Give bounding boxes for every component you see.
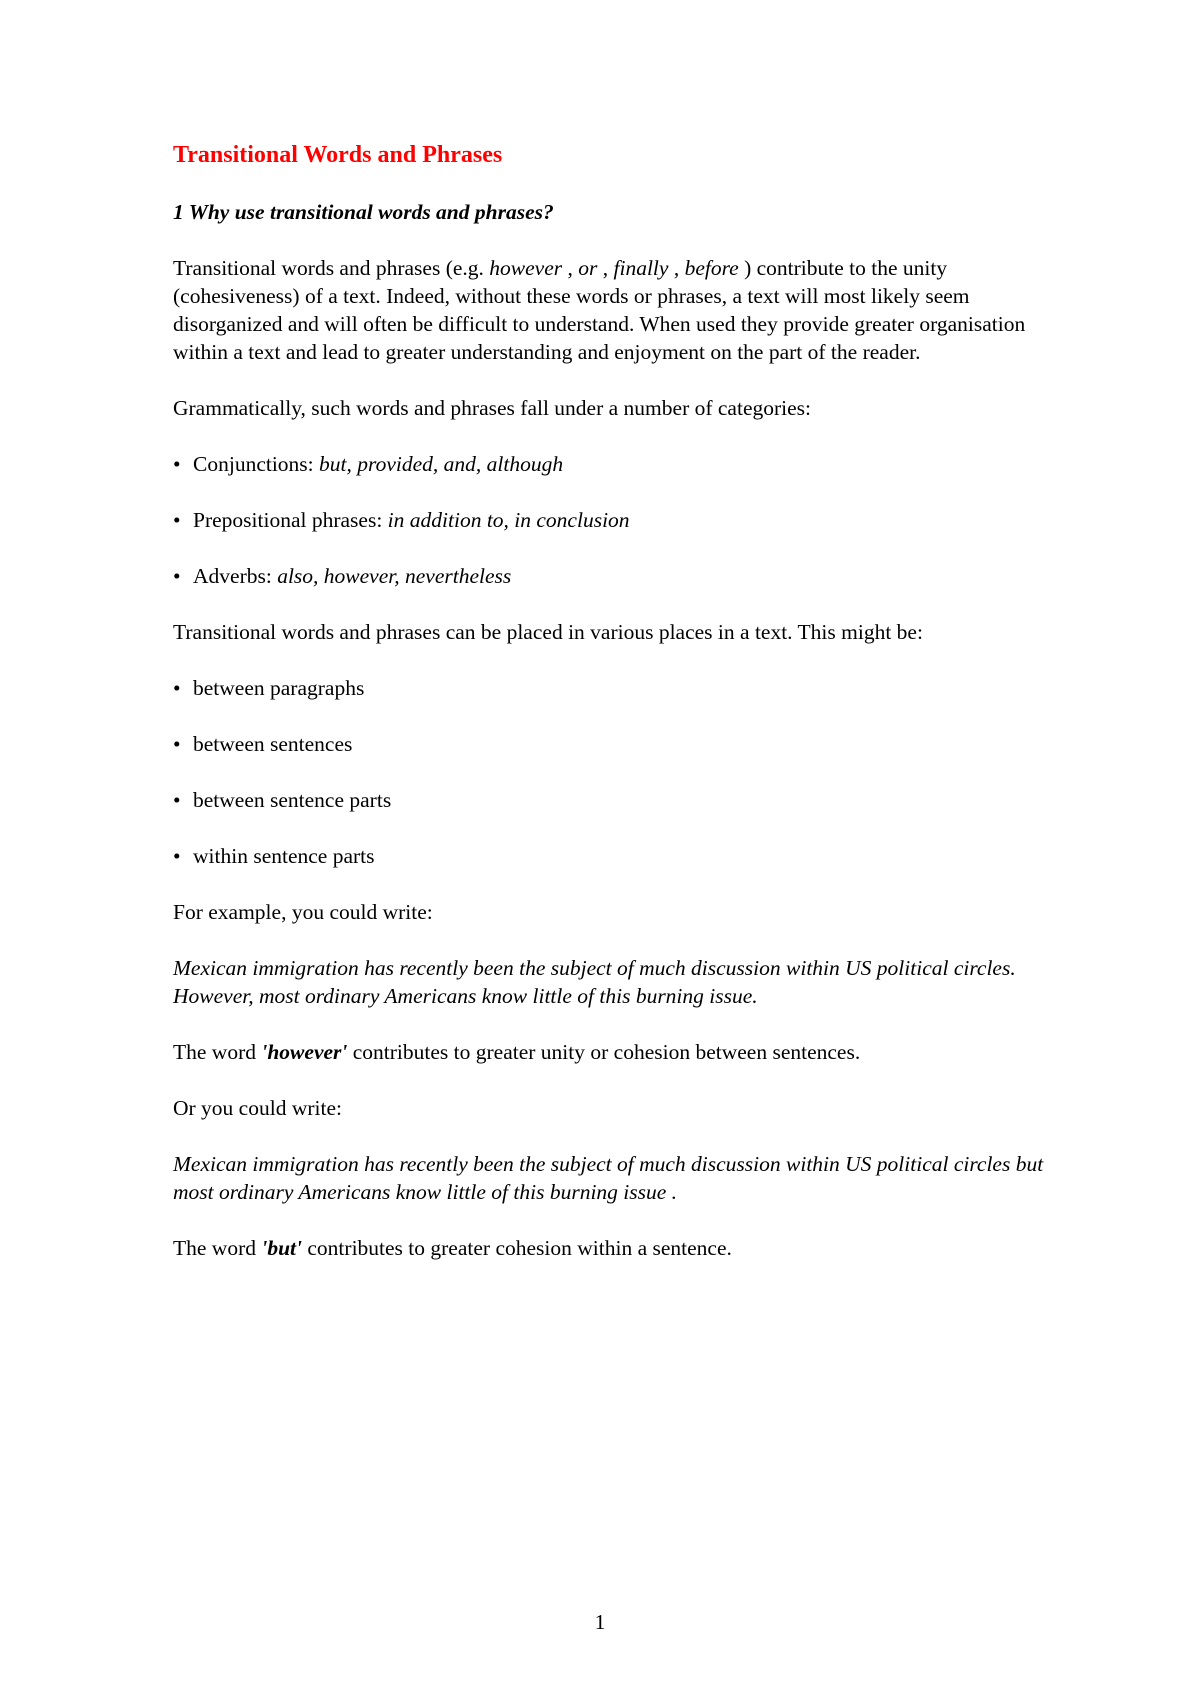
or-intro: Or you could write: <box>173 1096 342 1120</box>
category-label: Conjunctions: <box>193 452 320 476</box>
category-label: Prepositional phrases: <box>193 508 388 532</box>
list-item-placement <box>173 730 1053 758</box>
explanation-text: contributes to greater cohesion within a sentence. <box>302 1236 732 1260</box>
highlighted-word: 'but' <box>261 1236 303 1260</box>
bullet-icon: • <box>173 732 181 756</box>
list-item-placement <box>173 786 1053 814</box>
example-word-however: however <box>489 256 563 280</box>
bullet-icon: • <box>173 844 181 868</box>
intro-paragraph <box>173 254 1053 366</box>
list-item-conjunctions <box>173 450 1053 478</box>
category-examples: in addition to, in conclusion <box>387 508 630 532</box>
bullet-icon: • <box>173 676 181 700</box>
highlighted-word: 'however' <box>261 1040 348 1064</box>
explanation-text: The word <box>173 1236 262 1260</box>
placement-text: between sentence parts <box>193 788 392 812</box>
intro-text-start: Transitional words and phrases (e.g. <box>173 256 490 280</box>
example-sentence-1: Mexican immigration has recently been the subject of much discussion within US political circles. However, most ordinary Americans know little of this burning issue. <box>173 956 1016 1008</box>
bullet-icon: • <box>173 508 181 532</box>
bullet-icon: • <box>173 564 181 588</box>
placement-text: between sentences <box>193 732 353 756</box>
bullet-icon: • <box>173 788 181 812</box>
list-item-placement <box>173 674 1053 702</box>
section-heading: 1 Why use transitional words and phrases? <box>173 200 554 224</box>
example-word-or: or <box>578 256 598 280</box>
bullet-icon: • <box>173 452 181 476</box>
list-item-placement <box>173 842 1053 870</box>
explanation-text: contributes to greater unity or cohesion between sentences. <box>347 1040 861 1064</box>
placement-text: within sentence parts <box>193 844 375 868</box>
explanation-1 <box>173 1038 1053 1066</box>
example-sentence-2: Mexican immigration has recently been the subject of much discussion within US political circles but most ordinary Americans know little of this burning issue . <box>173 1152 1044 1204</box>
example-intro: For example, you could write: <box>173 900 433 924</box>
explanation-text: The word <box>173 1040 262 1064</box>
category-examples: but, provided, and, although <box>319 452 564 476</box>
intro-text-end: ) contribute to the unity (cohesiveness) of a text. Indeed, without these words or phrases, a text will most likely seem disorganized and will often be difficult to understand. When used they provide greater organisation within a text and lead to greater understanding and enjoyment on the part of the reader. <box>173 256 1026 364</box>
category-label: Adverbs: <box>193 564 278 588</box>
page-title: Transitional Words and Phrases <box>173 142 503 168</box>
example-word-finally: finally <box>613 256 669 280</box>
separator: , <box>668 256 685 280</box>
placement-text: between paragraphs <box>193 676 365 700</box>
list-item-prepositional-phrases <box>173 506 1053 534</box>
list-item-adverbs <box>173 562 1053 590</box>
placement-intro: Transitional words and phrases can be placed in various places in a text. This might be: <box>173 620 923 644</box>
page-number: 1 <box>594 1610 606 1634</box>
example-word-before: before <box>684 256 739 280</box>
explanation-2 <box>173 1234 1053 1262</box>
page-content <box>173 140 1053 1290</box>
separator: , <box>562 256 579 280</box>
separator: , <box>597 256 614 280</box>
category-examples: also, however, nevertheless <box>277 564 512 588</box>
grammar-intro: Grammatically, such words and phrases fall under a number of categories: <box>173 396 812 420</box>
